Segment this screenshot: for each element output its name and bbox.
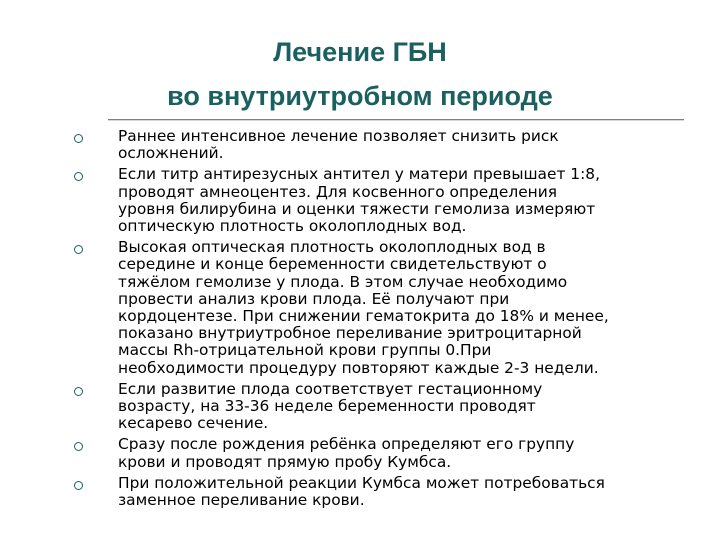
bullet-item	[0, 475, 720, 509]
bullet-text: Сразу после рождения ребёнка определяют его группу крови и проводят прямую пробу Кумбса.	[118, 435, 575, 471]
bullet-item	[0, 381, 720, 433]
hollow-circle-icon	[74, 481, 83, 490]
bullet-list	[0, 128, 720, 513]
hollow-circle-icon	[74, 245, 83, 254]
bullet-item	[0, 166, 720, 235]
hollow-circle-icon	[74, 134, 83, 143]
bullet-text: Высокая оптическая плотность околоплодных вод в середине и конце беременности свидетельствуют о тяжёлом гемолизе у плода. В этом случае необходимо провести анализ крови плода. Её получают при кордоцентезе. При снижении гематокрита до 18% и менее, показано внутриутробное переливание эритроцитарной массы Rh-отрицательной крови группы 0.При необходимости процедуру повторяют каждые 2-3 недели.	[118, 238, 609, 377]
slide-title-line-2: во внутриутробном периоде	[167, 81, 553, 111]
bullet-text: Если титр антирезусных антител у матери превышает 1:8, проводят амнеоцентез. Для косвенного определения уровня билирубина и оценки тяжести гемолиза измеряют оптическую плотность околоплодных вод.	[118, 165, 600, 236]
bullet-item	[0, 239, 720, 377]
title-divider	[108, 119, 684, 121]
bullet-text: Если развитие плода соответствует гестационному возрасту, на 33-36 неделе беременности проводят кесарево сечение.	[118, 379, 543, 433]
bullet-text: При положительной реакции Кумбса может потребоваться заменное переливание крови.	[118, 473, 605, 510]
hollow-circle-icon	[74, 172, 83, 181]
hollow-circle-icon	[74, 442, 83, 451]
slide-title-line-1: Лечение ГБН	[273, 37, 447, 67]
hollow-circle-icon	[74, 387, 83, 396]
bullet-item	[0, 436, 720, 470]
bullet-text: Раннее интенсивное лечение позволяет снизить риск осложнений.	[118, 127, 559, 163]
bullet-item	[0, 128, 720, 162]
